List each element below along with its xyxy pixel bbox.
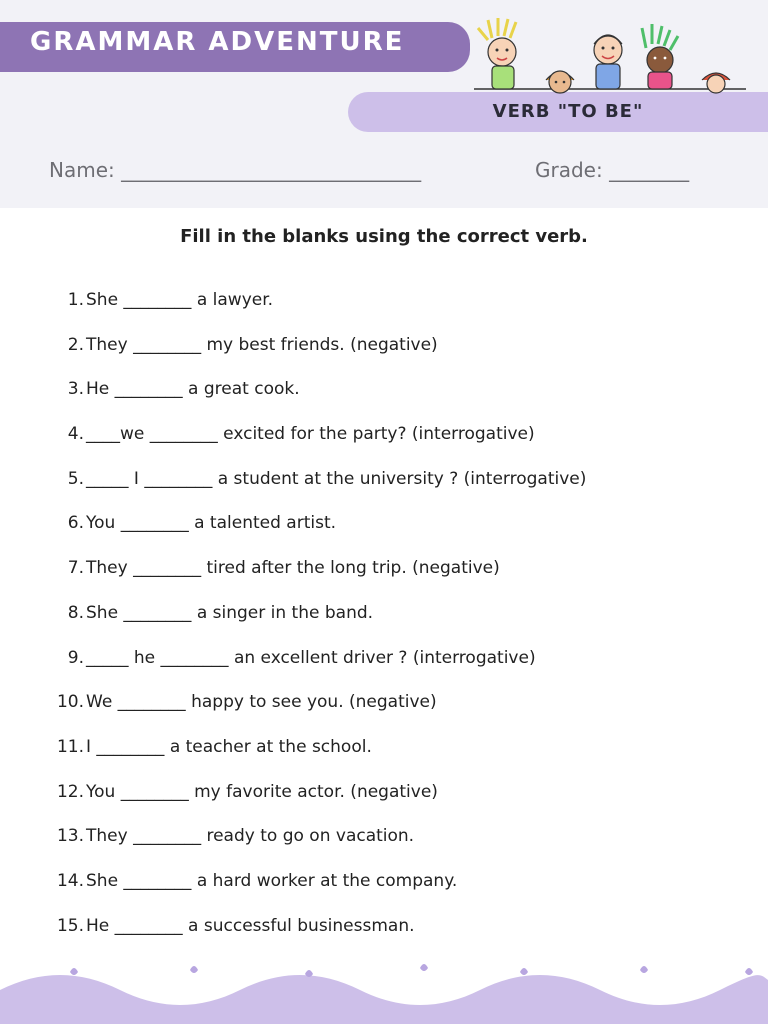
- kid-green-hair-icon: [642, 24, 678, 89]
- exercise-sentence: He ________ a successful businessman.: [86, 915, 415, 936]
- kid-red-hair-icon: [702, 73, 730, 93]
- kids-illustration: [470, 14, 750, 94]
- exercise-item: [0, 558, 768, 603]
- exercise-sentence: You ________ a talented artist.: [86, 513, 337, 534]
- exercise-item: [0, 737, 768, 782]
- instruction-text: Fill in the blanks using the correct verb.: [180, 226, 588, 247]
- exercise-number: 10.: [56, 692, 84, 713]
- kid-yellow-hair-icon: [478, 18, 516, 89]
- exercise-number: 3.: [67, 379, 84, 400]
- exercise-sentence: They ________ tired after the long trip. (negative): [86, 558, 500, 579]
- exercise-item: [0, 379, 768, 424]
- exercise-item: [0, 290, 768, 335]
- exercise-number: 13.: [56, 826, 84, 847]
- worksheet-title: GRAMMAR ADVENTURE: [30, 27, 405, 57]
- kid-blue-shirt-icon: [594, 35, 622, 89]
- exercise-item: [0, 692, 768, 737]
- exercise-sentence: They ________ my best friends. (negative): [86, 334, 438, 355]
- exercise-number: 15.: [56, 915, 84, 936]
- exercise-sentence: They ________ ready to go on vacation.: [86, 826, 415, 847]
- exercise-item: [0, 782, 768, 827]
- decorative-wave: [0, 960, 768, 1024]
- exercise-sentence: ____we ________ excited for the party? (interrogative): [86, 424, 535, 445]
- name-field[interactable]: Name: ______________________________: [49, 158, 422, 182]
- exercise-number: 8.: [67, 602, 84, 623]
- exercise-sentence: _____ I ________ a student at the university ? (interrogative): [86, 468, 587, 489]
- exercise-number: 12.: [56, 781, 84, 802]
- exercise-number: 7.: [67, 558, 84, 579]
- exercise-item: [0, 603, 768, 648]
- exercise-number: 6.: [67, 513, 84, 534]
- exercise-item: [0, 826, 768, 871]
- exercise-sentence: We ________ happy to see you. (negative): [86, 692, 437, 713]
- exercise-sentence: He ________ a great cook.: [86, 379, 300, 400]
- exercise-sentence: I ________ a teacher at the school.: [86, 736, 372, 757]
- exercise-number: 14.: [56, 870, 84, 891]
- exercise-item: [0, 469, 768, 514]
- exercise-number: 11.: [56, 736, 84, 757]
- exercise-list: [0, 290, 768, 960]
- exercise-item: [0, 648, 768, 693]
- exercise-sentence: You ________ my favorite actor. (negative): [86, 781, 438, 802]
- exercise-item: [0, 871, 768, 916]
- grade-field[interactable]: Grade: ________: [535, 158, 690, 182]
- exercise-sentence: She ________ a hard worker at the company.: [86, 870, 458, 891]
- exercise-item: [0, 424, 768, 469]
- exercise-item: [0, 513, 768, 558]
- exercise-number: 4.: [67, 424, 84, 445]
- exercise-sentence: She ________ a singer in the band.: [86, 602, 374, 623]
- exercise-number: 1.: [67, 290, 84, 310]
- exercise-item: [0, 335, 768, 380]
- exercise-number: 9.: [67, 647, 84, 668]
- exercise-number: 2.: [67, 334, 84, 355]
- exercise-sentence: _____ he ________ an excellent driver ? (interrogative): [86, 647, 536, 668]
- exercise-number: 5.: [67, 468, 84, 489]
- exercise-sentence: She ________ a lawyer.: [86, 290, 274, 310]
- worksheet-subtitle: VERB "TO BE": [492, 101, 644, 122]
- exercise-item: [0, 916, 768, 961]
